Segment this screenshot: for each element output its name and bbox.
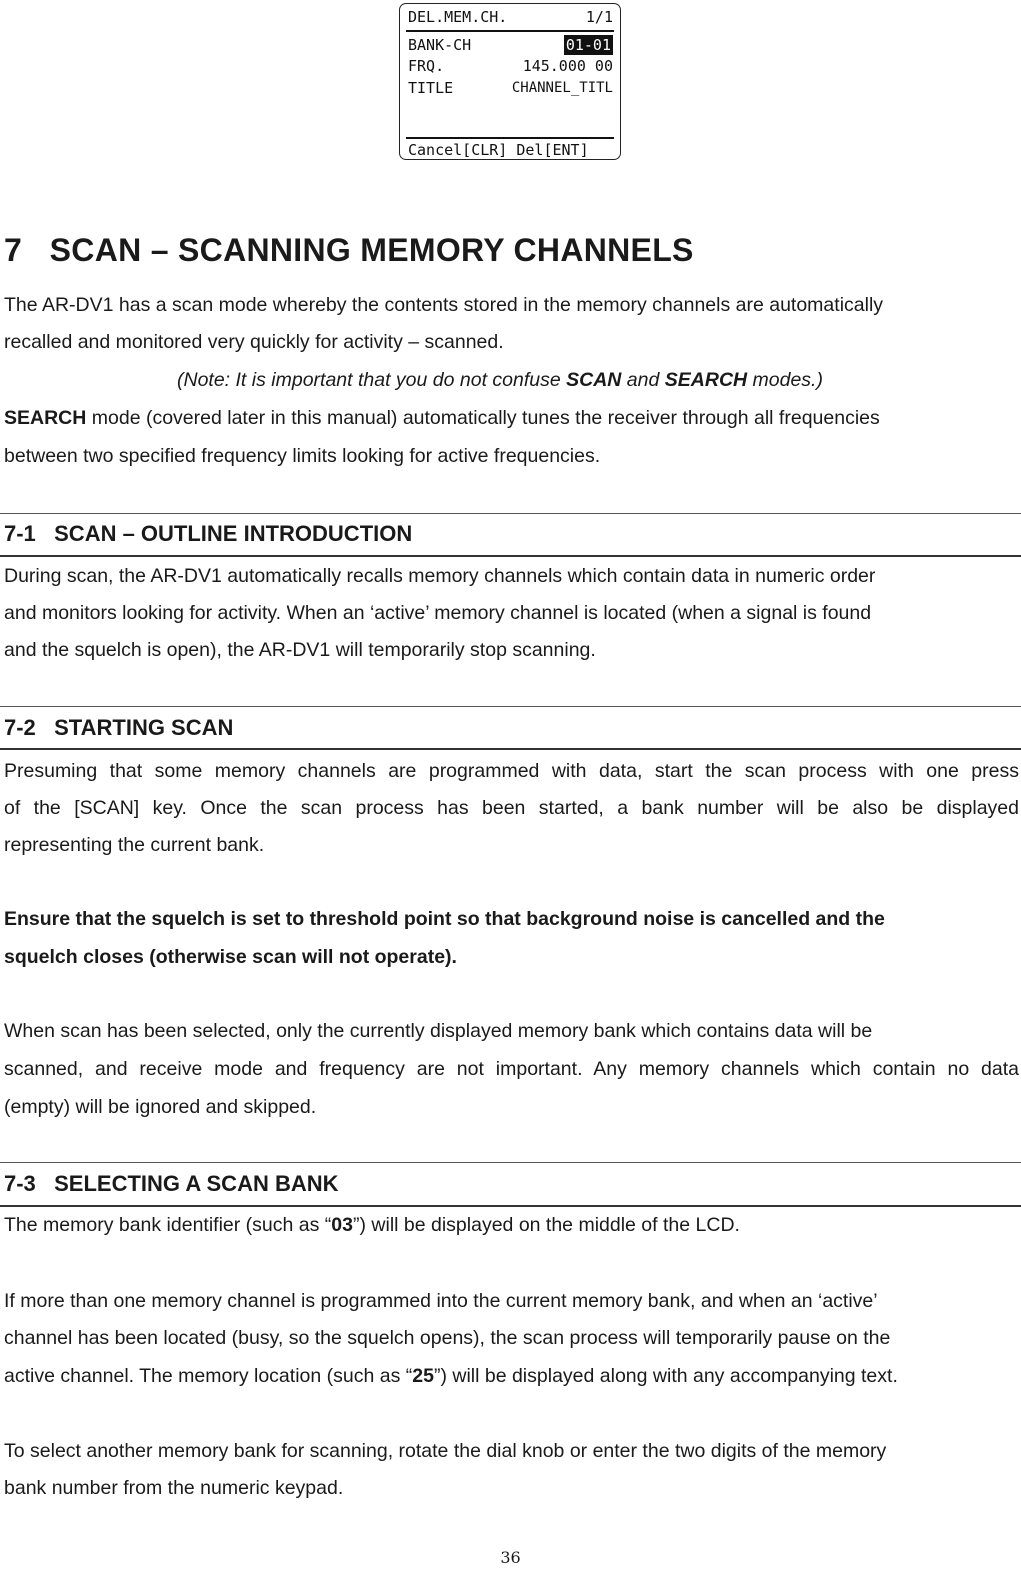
bank-id-example: 03 xyxy=(331,1214,353,1236)
section-7-2-rule-bottom xyxy=(0,748,1021,750)
section-7-title: 7 SCAN – SCANNING MEMORY CHANNELS xyxy=(4,232,694,268)
section-7-2-title: 7-2 STARTING SCAN xyxy=(4,715,234,740)
section-7-3-line1 xyxy=(4,1207,1019,1244)
para2-text: mode (covered later in this manual) automatically tunes the receiver through all frequencies xyxy=(86,407,880,429)
section-7-para1-line1: The AR-DV1 has a scan mode whereby the contents stored in the memory channels are automatically xyxy=(4,294,884,316)
section-7-3-line2: If more than one memory channel is programmed into the current memory bank, and when an ‘active’ xyxy=(4,1290,878,1312)
lcd-divider-bottom xyxy=(406,137,614,139)
lcd-row-bank xyxy=(408,35,613,55)
lcd-row-title xyxy=(408,78,613,98)
section-7-para1-line2: recalled and monitored very quickly for activity – scanned. xyxy=(4,331,504,353)
section-7-3-line5: To select another memory bank for scanning, rotate the dial knob or enter the two digits of the memory xyxy=(4,1440,887,1462)
lcd-frq-label: FRQ. xyxy=(408,57,445,75)
section-7-2-line2: of the [SCAN] key. Once the scan process has been started, a bank number will be also be displayed xyxy=(4,797,1019,819)
section-7-3-line6: bank number from the numeric keypad. xyxy=(4,1477,344,1499)
section-7-3-line4 xyxy=(4,1358,1019,1395)
section-7-note xyxy=(177,362,1021,399)
section-7-para2-line2: between two specified frequency limits looking for active frequencies. xyxy=(4,445,601,467)
section-7-1-rule-top xyxy=(0,513,1021,514)
page-number: 36 xyxy=(500,1548,521,1567)
section-7-para2-line1 xyxy=(4,400,1019,437)
lcd-footer: Cancel[CLR] Del[ENT] xyxy=(408,141,589,159)
lcd-bank-label: BANK-CH xyxy=(408,36,472,54)
line4-text-c: ”) will be displayed along with any accompanying text. xyxy=(433,1365,898,1387)
section-7-1-title: 7-1 SCAN – OUTLINE INTRODUCTION xyxy=(4,521,413,546)
section-7-2-bold-line2: squelch closes (otherwise scan will not operate). xyxy=(4,946,457,968)
lcd-title-row xyxy=(408,7,613,27)
section-7-2-rule-top xyxy=(0,706,1021,707)
note-text-a: (Note: It is important that you do not confuse xyxy=(177,369,567,391)
section-7-3-title: 7-3 SELECTING A SCAN BANK xyxy=(4,1171,339,1196)
line1-text-c: ”) will be displayed on the middle of the LCD. xyxy=(353,1214,740,1236)
section-7-2-bold-line1: Ensure that the squelch is set to threshold point so that background noise is cancelled and the xyxy=(4,908,885,930)
lcd-page: 1/1 xyxy=(585,8,613,26)
section-7-3-line3: channel has been located (busy, so the squelch opens), the scan process will temporarily pause on the xyxy=(4,1327,891,1349)
lcd-bank-value: 01-01 xyxy=(565,36,611,54)
lcd-row-frq xyxy=(408,56,613,76)
section-7-1-rule-bottom xyxy=(0,555,1021,557)
lcd-title-value: CHANNEL_TITL xyxy=(511,80,613,96)
note-text-e: modes.) xyxy=(747,369,823,391)
search-bold: SEARCH xyxy=(4,407,87,429)
note-scan: SCAN xyxy=(566,369,622,391)
section-7-2-line3: representing the current bank. xyxy=(4,834,265,856)
section-7-1-line1: During scan, the AR-DV1 automatically recalls memory channels which contain data in numeric order xyxy=(4,565,876,587)
lcd-title: DEL.MEM.CH. xyxy=(408,8,508,26)
section-7-3-rule-top xyxy=(0,1162,1021,1163)
line1-text-a: The memory bank identifier (such as “ xyxy=(4,1214,332,1236)
section-7-2-line5: scanned, and receive mode and frequency are not important. Any memory channels which contain no data xyxy=(4,1058,1019,1080)
lcd-divider-top xyxy=(406,30,614,32)
note-search: SEARCH xyxy=(664,369,748,391)
section-7-2-line6: (empty) will be ignored and skipped. xyxy=(4,1096,317,1118)
section-7-2-line1: Presuming that some memory channels are programmed with data, start the scan process with one press xyxy=(4,760,1019,782)
note-text-c: and xyxy=(621,369,665,391)
line4-text-a: active channel. The memory location (such as “ xyxy=(4,1365,413,1387)
location-example: 25 xyxy=(412,1365,434,1387)
lcd-frq-value: 145.000 00 xyxy=(522,57,613,75)
section-7-2-line4: When scan has been selected, only the currently displayed memory bank which contains data will be xyxy=(4,1020,873,1042)
section-7-1-line2: and monitors looking for activity. When an ‘active’ memory channel is located (when a signal is found xyxy=(4,602,872,624)
lcd-title-label: TITLE xyxy=(408,79,454,97)
section-7-1-line3: and the squelch is open), the AR-DV1 will temporarily stop scanning. xyxy=(4,639,596,661)
lcd-screen-figure xyxy=(399,3,621,160)
